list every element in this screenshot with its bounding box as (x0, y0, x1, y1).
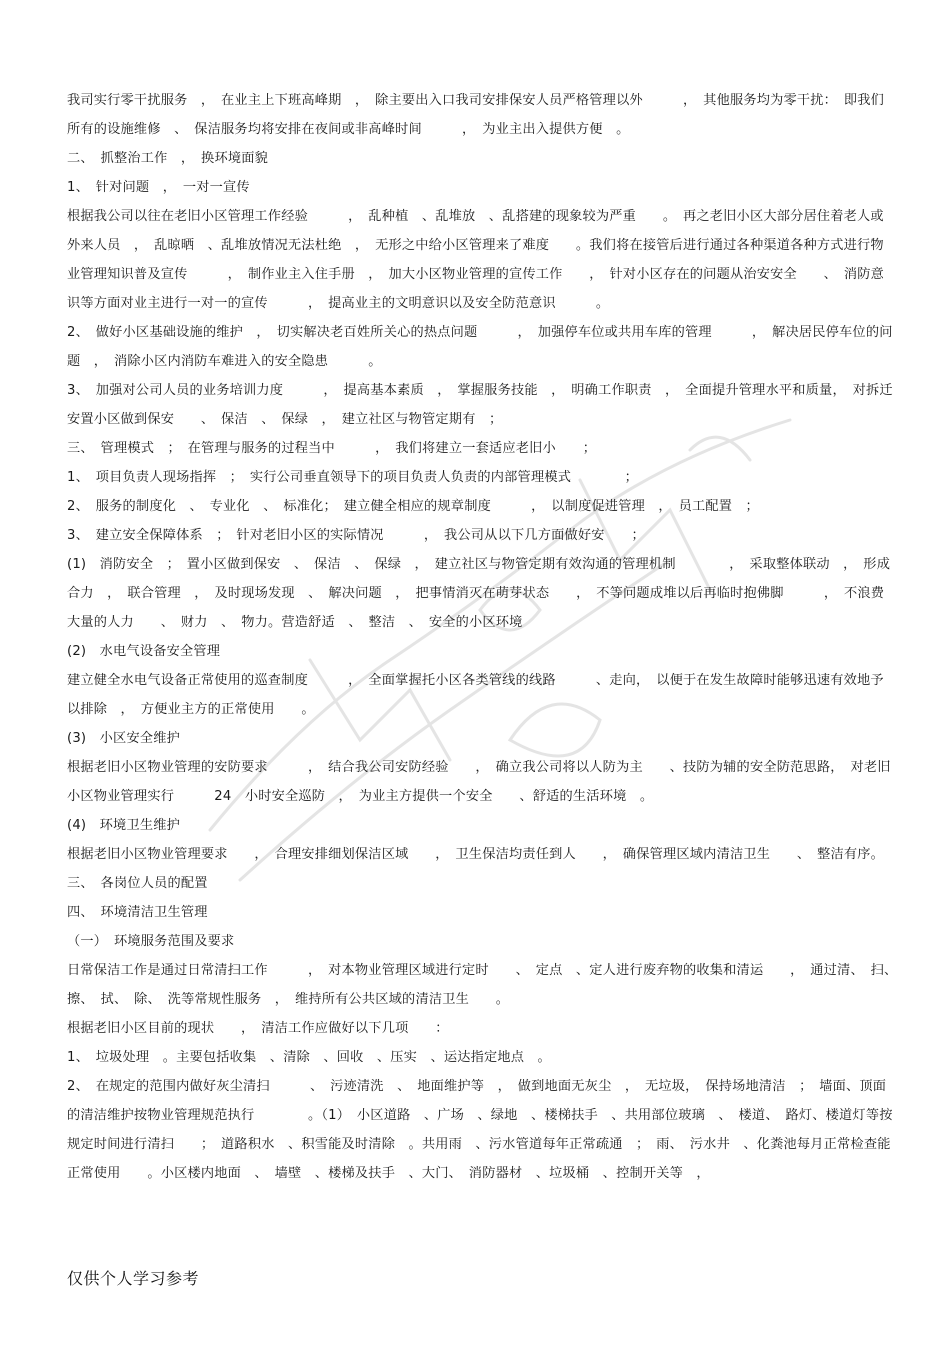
footer-note: 仅供个人学习参考 (67, 1269, 200, 1288)
paragraph: 2、 做好小区基础设施的维护 ， 切实解决老百姓所关心的热点问题 ， 加强停车位或共用车库的管理 ， 解决居民停车位的问题 ， 消除小区内消防车难进入的安全隐患 。 (67, 325, 893, 369)
list-item: 1、 垃圾处理 。主要包括收集 、清除 、回收 、压实 、运达指定地点 。 (67, 1050, 551, 1065)
paragraph: 根据老旧小区目前的现状 ， 清洁工作应做好以下几项 ： (67, 1021, 449, 1036)
paragraph: 根据老旧小区物业管理的安防要求 ， 结合我公司安防经验 ， 确立我公司将以人防为主 、技防为辅的安全防范思路， 对老旧小区物业管理实行 24 小时安全巡防 ， 为业主方提供一个安全 、舒适的生活环境 。 (67, 760, 891, 804)
paragraph: (1) 消防安全 ； 置小区做到保安 、 保洁 、 保绿 ， 建立社区与物管定期有效沟通的管理机制 ， 采取整体联动 ， 形成合力 ， 联合管理 ， 及时现场发现 、 解决问题 ， 把事情消灭在萌芽状态 ， 不等问题成堆以后再临时抱佛脚 ， 不浪费大量的人力 、 财力 、 物力。营造舒适 、 整洁 、 安全的小区环境 (67, 557, 891, 630)
paragraph: 3、 加强对公司人员的业务培训力度 ， 提高基本素质 ， 掌握服务技能 ， 明确工作职责 ， 全面提升管理水平和质量， 对拆迁安置小区做到保安 、 保洁 、 保绿 ， 建立社区与物管定期有 ； (67, 383, 893, 427)
list-item: 1、 项目负责人现场指挥 ； 实行公司垂直领导下的项目负责人负责的内部管理模式 ； (67, 470, 639, 485)
list-item: 2、 在规定的范围内做好灰尘清扫 、 污迹清洗 、 地面维护等 ， 做到地面无灰尘 ， 无垃圾， 保持场地清洁 ； 墙面、顶面的清洁维护按物业管理规范执行 。（1） 小区道路 、广场 、绿地 、楼梯扶手 、共用部位玻璃 、 楼道、 路灯、楼道灯等按规定时间进行清扫 ； 道路积水 、积雪能及时清除 。共用雨 、污水管道每年正常疏通 ； 雨、 污水井 、化粪池每月正常检查能正常使用 。小区楼内地面 、 墙壁 、楼梯及扶手 、大门、 消防器材 、垃圾桶 、控制开关等 ， (67, 1079, 893, 1181)
paragraph: 建立健全水电气设备正常使用的巡查制度 ， 全面掌握托小区各类管线的线路 、走向， 以便于在发生故障时能够迅速有效地予以排除 ， 方便业主方的正常使用 。 (67, 673, 884, 717)
subsection-heading: (4) 环境卫生维护 (67, 818, 180, 833)
subsection-heading: (3) 小区安全维护 (67, 731, 180, 746)
section-heading: 四、 环境清洁卫生管理 (67, 905, 208, 920)
subsection-heading: （一） 环境服务范围及要求 (67, 934, 235, 949)
subsection-heading: (2) 水电气设备安全管理 (67, 644, 221, 659)
paragraph: 根据老旧小区物业管理要求 ， 合理安排细划保洁区域 ， 卫生保洁均责任到人 ， 确保管理区域内清洁卫生 、 整洁有序。 (67, 847, 885, 862)
section-heading: 二、 抓整治工作 ， 换环境面貌 (67, 151, 268, 166)
list-item: 3、 建立安全保障体系 ； 针对老旧小区的实际情况 ， 我公司从以下几方面做好安 ； (67, 528, 645, 543)
subsection-heading: 1、 针对问题 ， 一对一宣传 (67, 180, 250, 195)
list-item: 2、 服务的制度化 、 专业化 、 标准化； 建立健全相应的规章制度 ， 以制度促进管理 ， 员工配置 ； (67, 499, 759, 514)
section-heading: 三、 管理模式 ； 在管理与服务的过程当中 ， 我们将建立一套适应老旧小 ； (67, 441, 597, 456)
paragraph: 根据我公司以往在老旧小区管理工作经验 ， 乱种植 、乱堆放 、乱搭建的现象较为严重 。 再之老旧小区大部分居住着老人或外来人员 ， 乱晾晒 、乱堆放情况无法杜绝 ， 无形之中给小区管理来了难度 。我们将在接管后进行通过各种渠道各种方式进行物业管理知识普及宣传 ， 制作业主入住手册 ， 加大小区物业管理的宣传工作 ， 针对小区存在的问题从治安安全 、 消防意识等方面对业主进行一对一的宣传 ， 提高业主的文明意识以及安全防范意识 。 (67, 209, 885, 311)
section-heading: 三、 各岗位人员的配置 (67, 876, 208, 891)
paragraph: 我司实行零干扰服务 ， 在业主上下班高峰期 ， 除主要出入口我司安排保安人员严格管理以外 ， 其他服务均为零干扰： 即我们所有的设施维修 、 保洁服务均将安排在夜间或非高峰时间 ， 为业主出入提供方便 。 (67, 93, 885, 137)
paragraph: 日常保洁工作是通过日常清扫工作 ， 对本物业管理区域进行定时 、 定点 、定人进行废弃物的收集和清运 ， 通过清、 扫、 擦、 拭、 除、 洗等常规性服务 ， 维持所有公共区域的清洁卫生 。 (67, 963, 905, 1007)
document-body (67, 86, 905, 1188)
